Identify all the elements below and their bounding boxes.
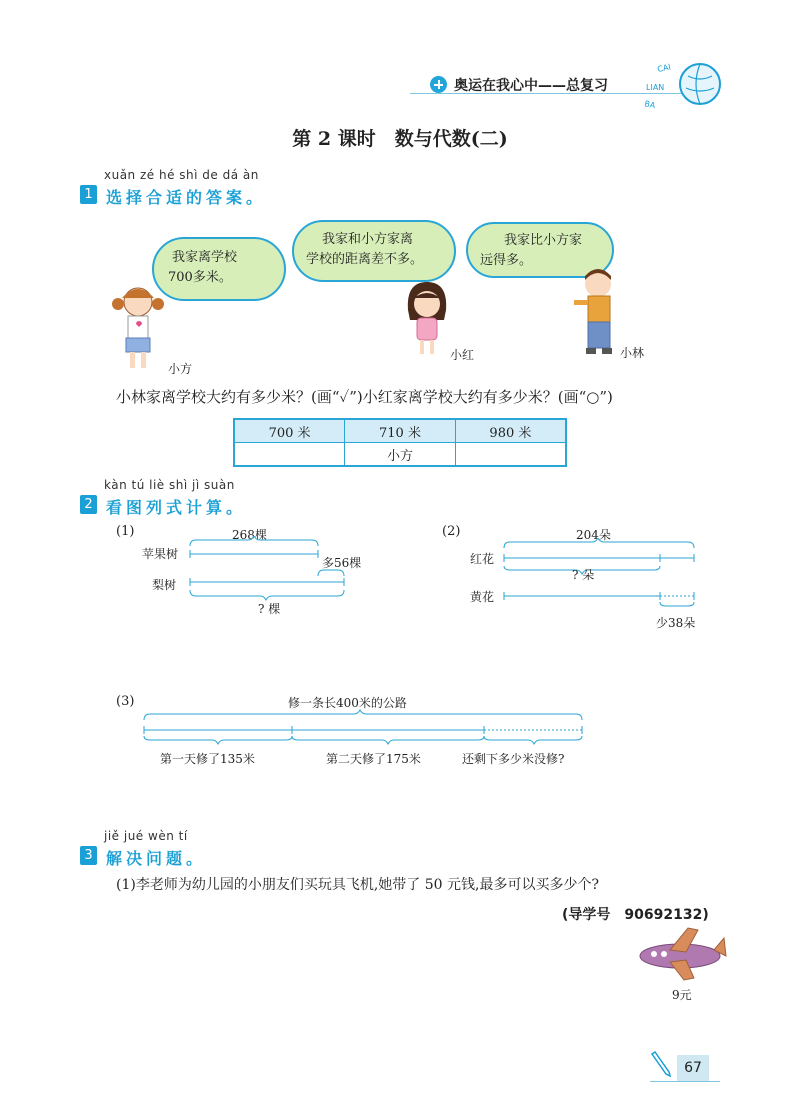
problem-1-row1: 苹果树 (142, 547, 179, 561)
problem-1-unknown: ? 棵 (258, 602, 281, 616)
bubble-3-line1: 我家比小方家 (504, 233, 583, 248)
girl-xiaohong-figure (400, 280, 454, 360)
problem-2-total: 204朵 (576, 528, 611, 542)
answer-options-table (233, 418, 567, 467)
girl-xiaofang-figure (108, 282, 168, 372)
boy-xiaolin-figure (568, 266, 624, 358)
logo-text-2: LIAN (646, 83, 665, 92)
lesson-title: 第 2 课时 数与代数(二) (292, 128, 508, 150)
problem-3-seg1: 第一天修了135米 (160, 752, 255, 766)
question-3-text: (1)李老师为幼儿园的小朋友们买玩具飞机,她带了 50 元钱,最多可以买多少个? (116, 877, 599, 893)
answer-cell-710[interactable]: 小方 (345, 443, 456, 467)
problem-3-label: (3) (116, 694, 135, 709)
problem-2-label: (2) (442, 524, 461, 539)
problem-2-row2: 黄花 (470, 590, 495, 604)
logo-text-1: CAI (656, 62, 672, 74)
page-number: 67 (677, 1055, 709, 1081)
logo-text-3: BA (643, 99, 657, 111)
problem-3-diagram (138, 708, 590, 752)
problem-3-seg3: 还剩下多少米没修? (462, 752, 565, 766)
problem-3-seg2: 第二天修了175米 (326, 752, 421, 766)
bubble-3-line2: 远得多。 (480, 253, 533, 268)
plus-icon (430, 76, 447, 93)
problem-1-row2: 梨树 (152, 578, 177, 592)
option-710[interactable]: 710 米 (345, 419, 456, 443)
problem-3-total: 修一条长400米的公路 (288, 696, 407, 710)
section-3-number: 3 (80, 846, 97, 865)
bubble-1-line1: 我家离学校 (172, 250, 238, 265)
plane-price: 9元 (672, 988, 692, 1002)
child-name-xiaofang: 小方 (168, 362, 193, 376)
header-section-title: 奥运在我心中——总复习 (454, 78, 608, 94)
section-2-pinyin: kàn tú liè shì jì suàn (104, 478, 235, 492)
section-3-title: 解决问题。 (106, 849, 207, 868)
section-2-number: 2 (80, 495, 97, 514)
bubble-2-line2: 学校的距离差不多。 (306, 252, 424, 267)
section-1-number: 1 (80, 185, 97, 204)
option-700[interactable]: 700 米 (234, 419, 345, 443)
child-name-xiaolin: 小林 (620, 346, 645, 360)
answer-cell-700[interactable] (234, 443, 345, 467)
toy-plane-icon (634, 926, 728, 984)
option-980[interactable]: 980 米 (455, 419, 566, 443)
reference-number: (导学号 90692132) (562, 907, 709, 923)
section-1-title: 选择合适的答案。 (106, 188, 267, 207)
problem-1-label: (1) (116, 524, 135, 539)
section-1-pinyin: xuǎn zé hé shì de dá àn (104, 168, 259, 182)
problem-1-more: 多56棵 (322, 556, 362, 570)
problem-2-less: 少38朵 (656, 616, 696, 630)
child-name-xiaohong: 小红 (450, 348, 475, 362)
bubble-1-line2: 700多米。 (168, 270, 232, 285)
section-2-title: 看图列式计算。 (106, 498, 247, 517)
globe-logo-icon (630, 52, 730, 114)
question-1-text: 小林家离学校大约有多少米？(画“✓”)小红家离学校大约有多少米？(画“○”) (116, 388, 613, 406)
problem-2-row1: 红花 (470, 552, 495, 566)
problem-2-diagram (500, 538, 700, 618)
problem-1-total: 268棵 (232, 528, 267, 542)
answer-cell-980[interactable] (455, 443, 566, 467)
footer-divider (650, 1081, 720, 1082)
bubble-2-line1: 我家和小方家离 (322, 232, 414, 247)
pencil-icon (646, 1048, 674, 1080)
problem-2-unknown: ? 朵 (572, 568, 595, 582)
section-3-pinyin: jiě jué wèn tí (104, 829, 188, 843)
